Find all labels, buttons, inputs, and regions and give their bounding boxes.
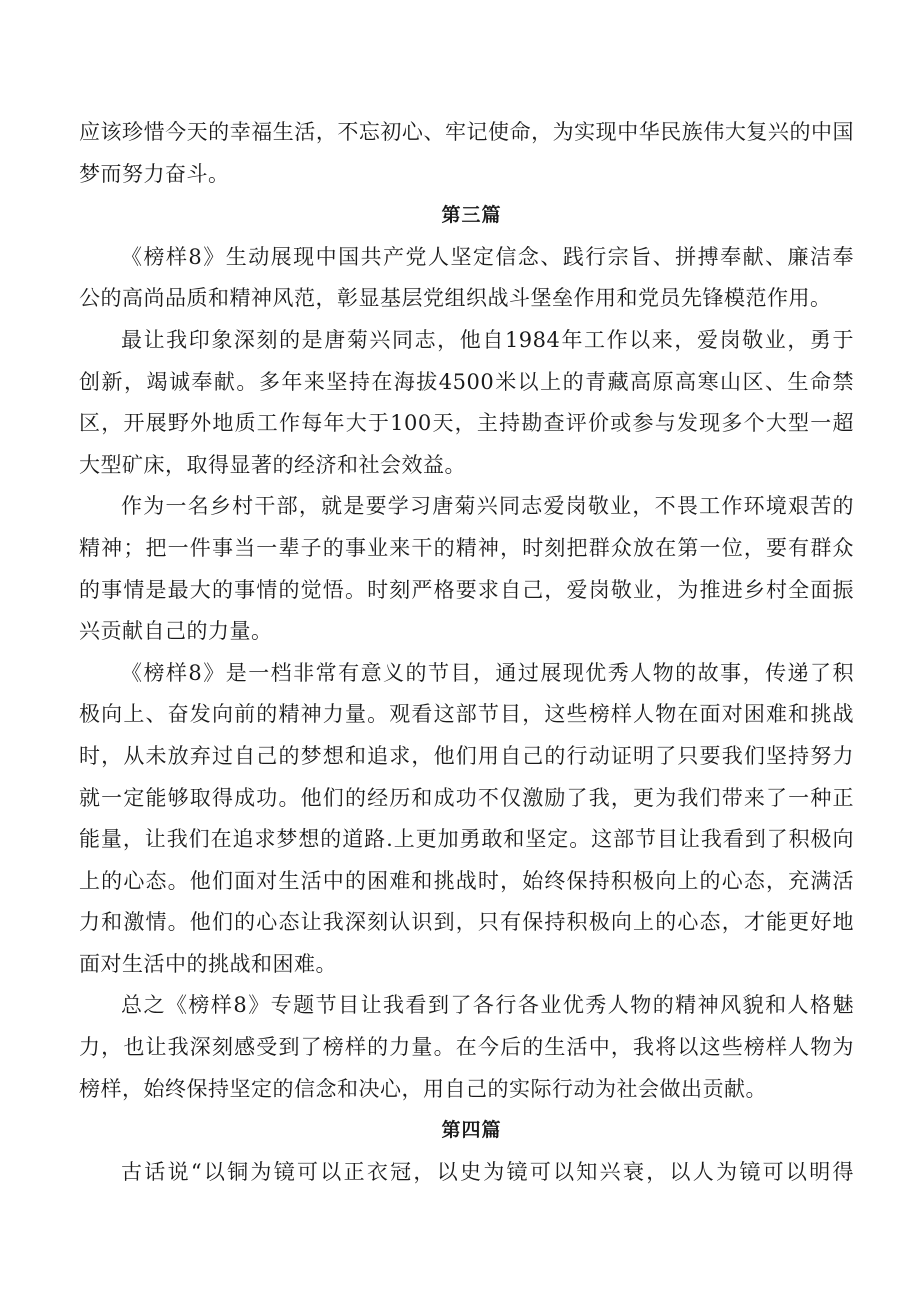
text-line: 力和激情。他们的心态让我深刻认识到，只有保持积极向上的心态，才能更好地 <box>79 910 854 935</box>
text-line: 应该珍惜今天的幸福生活，不忘初心、牢记使命，为实现中华民族伟大复兴的中国 <box>79 120 854 144</box>
text-line: 作为一名乡村干部，就是要学习唐菊兴同志爱岗敬业，不畏工作环境艰苦的 <box>121 494 854 519</box>
text-line: 创新，竭诚奉献。多年来坚持在海拔4500米以上的青藏高原高寒山区、生命禁 <box>79 369 854 394</box>
text-line: 就一定能够取得成功。他们的经历和成功不仅激励了我，更为我们带来了一种正 <box>79 785 854 810</box>
text-line: 《榜样8》生动展现中国共产党人坚定信念、践行宗旨、拼搏奉献、廉洁奉 <box>121 244 854 269</box>
paragraph <box>79 1152 854 1194</box>
paragraph <box>79 985 854 1110</box>
text-line: 的事情是最大的事情的觉悟。时刻严格要求自己，爱岗敬业，为推进乡村全面振 <box>79 577 854 602</box>
text-line: 《榜样8》是一档非常有意义的节目，通过展现优秀人物的故事，传递了积 <box>121 660 854 685</box>
text-line: 精神；把一件事当一辈子的事业来干的精神，时刻把群众放在第一位，要有群众 <box>79 535 854 560</box>
text-line: 时，从未放弃过自己的梦想和追求，他们用自己的行动证明了只要我们坚持努力 <box>79 743 854 768</box>
text-line: 古话说“以铜为镜可以正衣冠，以史为镜可以知兴衰，以人为镜可以明得 <box>121 1159 854 1184</box>
text-line: 总之《榜样8》专题节目让我看到了各行各业优秀人物的精神风貌和人格魅 <box>121 993 854 1018</box>
text-line: 力，也让我深刻感受到了榜样的力量。在今后的生活中，我将以这些榜样人物为 <box>79 1035 854 1060</box>
text-line: 上的心态。他们面对生活中的困难和挑战时，始终保持积极向上的心态，充满活 <box>79 868 854 893</box>
text-line: 能量，让我们在追求梦想的道路.上更加勇敢和坚定。这部节目让我看到了积极向 <box>79 827 854 852</box>
paragraph <box>79 237 854 320</box>
text-line: 最让我印象深刻的是唐菊兴同志，他自1984年工作以来，爱岗敬业，勇于 <box>121 327 854 352</box>
text-line: 兴贡献自己的力量。 <box>79 619 273 644</box>
paragraph <box>79 486 854 652</box>
section-heading-4: 第四篇 <box>441 1119 502 1142</box>
text-line: 榜样，始终保持坚定的信念和决心，用自己的实际行动为社会做出贡献。 <box>79 1076 767 1101</box>
text-line: 区，开展野外地质工作每年大于100天，主持勘查评价或参与发现多个大型一超 <box>79 411 854 436</box>
text-line: 公的高尚品质和精神风范，彰显基层党组织战斗堡垒作用和党员先锋模范作用。 <box>79 286 832 311</box>
text-line: 极向上、奋发向前的精神力量。观看这部节目，这些榜样人物在面对困难和挑战 <box>79 702 854 727</box>
section-heading-3: 第三篇 <box>441 204 502 227</box>
paragraph <box>79 320 854 486</box>
paragraph-continuation <box>79 112 854 195</box>
paragraph <box>79 653 854 986</box>
text-line: 梦而努力奋斗。 <box>79 161 230 186</box>
text-line: 面对生活中的挑战和困难。 <box>79 951 337 976</box>
text-line: 大型矿床，取得显著的经济和社会效益。 <box>79 452 466 477</box>
